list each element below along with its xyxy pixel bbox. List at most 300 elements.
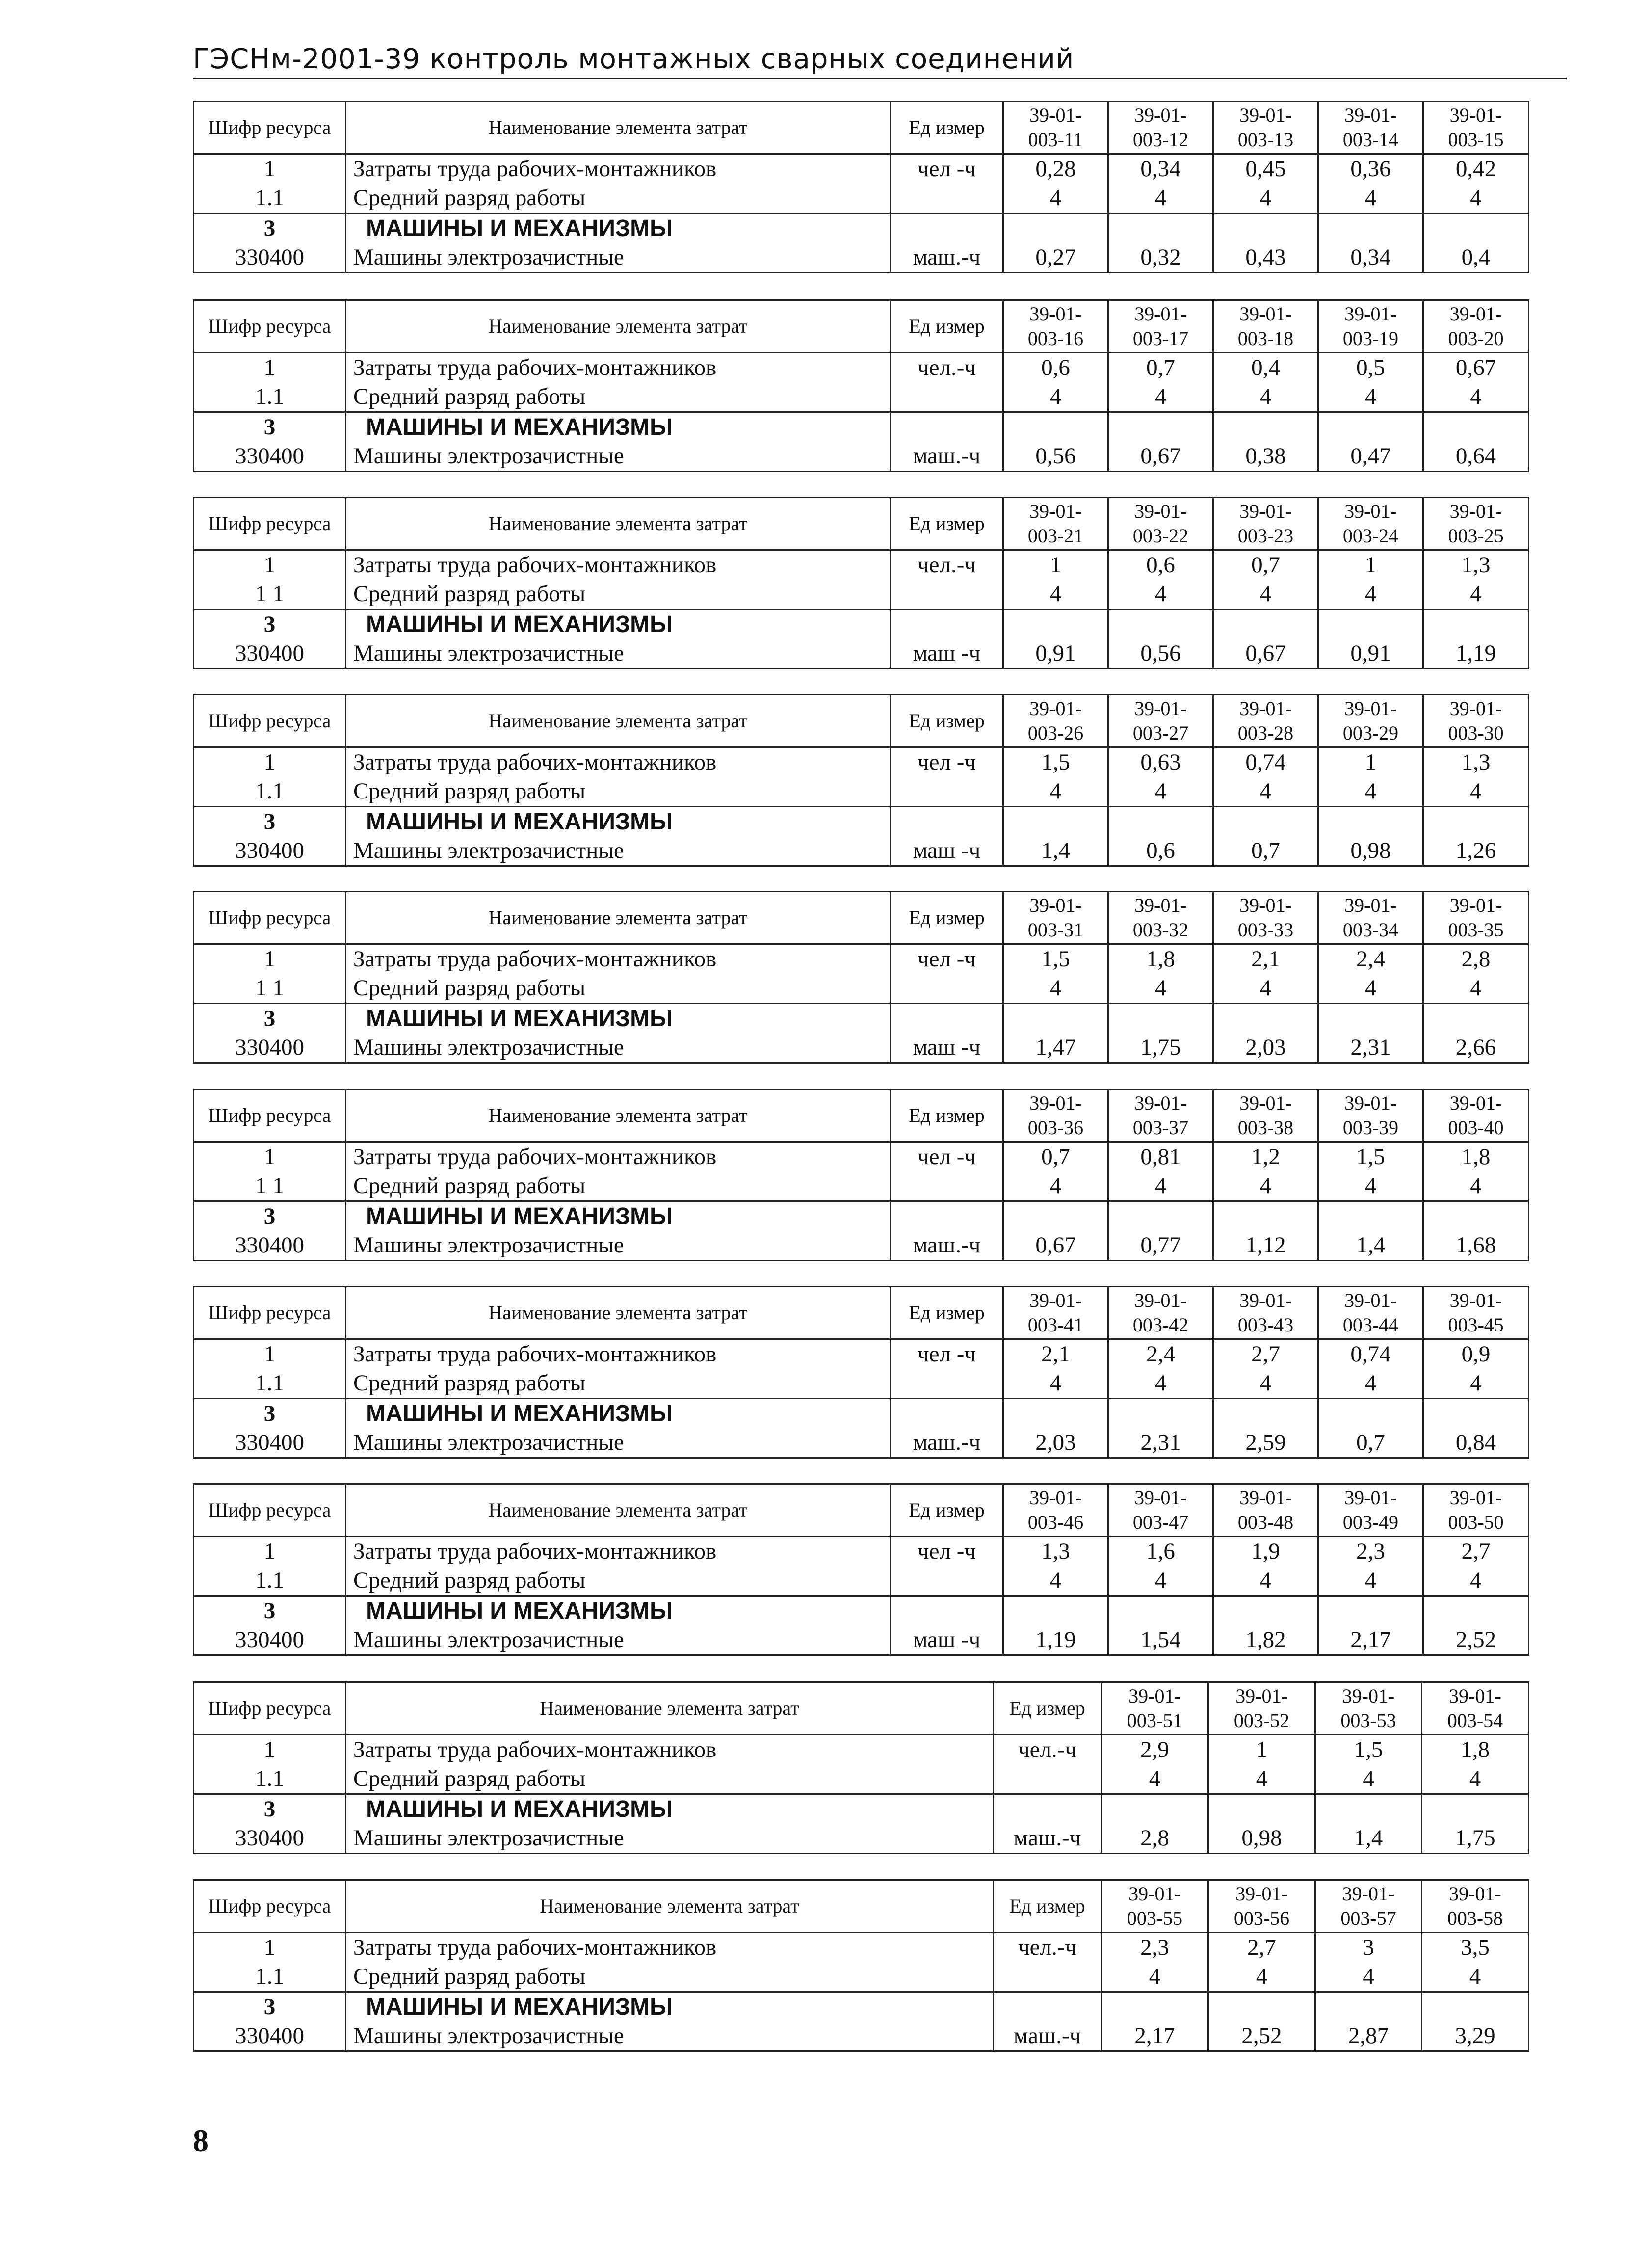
machine-value-cell: 0,64 <box>1423 442 1529 472</box>
labor-value-cell: 0,63 <box>1108 747 1213 777</box>
rate-code-line: 003-50 <box>1448 1511 1504 1533</box>
column-header-name: Наименование элемента затрат <box>346 1682 994 1735</box>
resource-table <box>193 497 1529 669</box>
table-row-grade <box>194 184 1529 213</box>
rate-code-line: 39-01- <box>1128 1883 1181 1905</box>
column-header-unit: Ед измер <box>891 1090 1003 1142</box>
rate-code-line: 003-24 <box>1342 525 1399 547</box>
rate-code-line: 39-01- <box>1235 1685 1288 1707</box>
column-header-rate-code <box>1108 1090 1213 1142</box>
row-code-machines: 3 <box>194 1201 346 1231</box>
rate-code-line: 003-56 <box>1233 1907 1290 1929</box>
table-row-grade <box>194 1566 1529 1596</box>
rate-code-line: 003-28 <box>1237 722 1294 744</box>
row-unit-machine: маш -ч <box>891 1625 1003 1655</box>
row-name-labor: Затраты труда рабочих-монтажников <box>346 1339 891 1369</box>
row-unit-grade <box>994 1764 1101 1794</box>
rate-code-line: 39-01- <box>1239 1092 1292 1114</box>
column-header-rate-code <box>1003 1090 1108 1142</box>
empty-cell <box>1003 807 1108 837</box>
table-row-machine <box>194 639 1529 669</box>
row-unit-labor: чел -ч <box>891 154 1003 184</box>
rate-code-line: 39-01- <box>1029 500 1082 522</box>
column-header-code: Шифр ресурса <box>194 1484 346 1537</box>
column-header-unit: Ед измер <box>891 1287 1003 1339</box>
machine-value-cell: 1,75 <box>1108 1033 1213 1063</box>
machine-value-cell: 1,68 <box>1423 1231 1529 1261</box>
labor-value-cell: 3,5 <box>1422 1933 1529 1963</box>
labor-value-cell: 0,9 <box>1423 1339 1529 1369</box>
labor-value-cell: 0,34 <box>1108 154 1213 184</box>
rate-code-line: 39-01- <box>1449 894 1502 916</box>
column-header-unit: Ед измер <box>891 300 1003 353</box>
row-name-grade: Средний разряд работы <box>346 1962 994 1992</box>
labor-value-cell: 2,7 <box>1423 1537 1529 1567</box>
machine-value-cell: 0,67 <box>1108 442 1213 472</box>
row-unit-machine: маш -ч <box>891 836 1003 866</box>
machine-value-cell: 2,17 <box>1318 1625 1423 1655</box>
row-name-labor: Затраты труда рабочих-монтажников <box>346 353 891 383</box>
row-name-machine: Машины электрозачистные <box>346 639 891 669</box>
machine-value-cell: 1,54 <box>1108 1625 1213 1655</box>
row-unit-machine: маш.-ч <box>994 2022 1101 2051</box>
empty-cell <box>1108 412 1213 442</box>
row-unit-labor: чел -ч <box>891 1537 1003 1567</box>
empty-cell <box>1318 807 1423 837</box>
row-code-grade: 1 1 <box>194 580 346 610</box>
machine-value-cell: 0,27 <box>1003 243 1108 273</box>
rate-code-line: 39-01- <box>1029 894 1082 916</box>
machine-value-cell: 1,12 <box>1213 1231 1318 1261</box>
labor-value-cell: 1,5 <box>1318 1142 1423 1172</box>
row-code-machines: 3 <box>194 213 346 243</box>
rate-code-line: 39-01- <box>1029 1289 1082 1311</box>
rate-code-line: 39-01- <box>1134 697 1187 719</box>
rate-code-line: 39-01- <box>1029 1092 1082 1114</box>
rate-code-line: 39-01- <box>1239 104 1292 126</box>
grade-value-cell: 4 <box>1422 1764 1529 1794</box>
labor-value-cell: 1,3 <box>1423 747 1529 777</box>
row-unit-machine: маш.-ч <box>891 442 1003 472</box>
row-unit-labor: чел.-ч <box>891 550 1003 580</box>
row-name-machines: МАШИНЫ И МЕХАНИЗМЫ <box>346 1004 891 1034</box>
machine-value-cell: 2,52 <box>1423 1625 1529 1655</box>
labor-value-cell: 1 <box>1208 1735 1315 1765</box>
row-unit-machine: маш.-ч <box>891 1428 1003 1458</box>
labor-value-cell: 0,5 <box>1318 353 1423 383</box>
grade-value-cell: 4 <box>1108 382 1213 412</box>
column-header-rate-code <box>1213 1287 1318 1339</box>
column-header-code: Шифр ресурса <box>194 892 346 944</box>
machine-value-cell: 1,75 <box>1422 1824 1529 1854</box>
rate-code-line: 39-01- <box>1449 1685 1501 1707</box>
row-unit-machines <box>891 1004 1003 1034</box>
column-header-unit: Ед измер <box>891 695 1003 747</box>
machine-value-cell: 1,19 <box>1003 1625 1108 1655</box>
column-header-rate-code <box>1213 695 1318 747</box>
row-unit-labor: чел -ч <box>891 944 1003 974</box>
table-row-labor <box>194 747 1529 777</box>
grade-value-cell: 4 <box>1213 1566 1318 1596</box>
row-unit-labor: чел -ч <box>891 1339 1003 1369</box>
column-header-rate-code <box>1423 892 1529 944</box>
table-row-machine <box>194 1824 1529 1854</box>
row-name-machines: МАШИНЫ И МЕХАНИЗМЫ <box>346 1596 891 1626</box>
rate-code-line: 003-51 <box>1127 1709 1183 1731</box>
rate-code-line: 003-13 <box>1237 129 1294 151</box>
labor-value-cell: 0,81 <box>1108 1142 1213 1172</box>
labor-value-cell: 0,42 <box>1423 154 1529 184</box>
machine-value-cell: 0,32 <box>1108 243 1213 273</box>
rate-code-line: 39-01- <box>1134 104 1187 126</box>
grade-value-cell: 4 <box>1213 1369 1318 1399</box>
column-header-rate-code <box>1423 498 1529 550</box>
grade-value-cell: 4 <box>1423 1369 1529 1399</box>
labor-value-cell: 2,1 <box>1003 1339 1108 1369</box>
row-name-labor: Затраты труда рабочих-монтажников <box>346 1537 891 1567</box>
row-code-grade: 1.1 <box>194 1369 346 1399</box>
row-code-machines: 3 <box>194 1794 346 1824</box>
grade-value-cell: 4 <box>1003 580 1108 610</box>
empty-cell <box>1318 610 1423 639</box>
empty-cell <box>1423 1201 1529 1231</box>
table-header-row <box>194 102 1529 154</box>
column-header-rate-code <box>1003 1287 1108 1339</box>
grade-value-cell: 4 <box>1423 1566 1529 1596</box>
table-header-row <box>194 1090 1529 1142</box>
rate-code-line: 39-01- <box>1344 500 1397 522</box>
labor-value-cell: 2,4 <box>1318 944 1423 974</box>
grade-value-cell: 4 <box>1423 184 1529 213</box>
rate-code-line: 39-01- <box>1029 303 1082 325</box>
table-row-grade <box>194 1369 1529 1399</box>
rate-code-line: 003-48 <box>1237 1511 1294 1533</box>
table-header-row <box>194 498 1529 550</box>
row-name-labor: Затраты труда рабочих-монтажников <box>346 944 891 974</box>
column-header-rate-code <box>1108 102 1213 154</box>
column-header-rate-code <box>1101 1880 1208 1933</box>
grade-value-cell: 4 <box>1108 974 1213 1004</box>
rate-code-line: 39-01- <box>1134 1487 1187 1509</box>
machine-value-cell: 1,4 <box>1318 1231 1423 1261</box>
rate-code-line: 003-21 <box>1027 525 1084 547</box>
rate-code-line: 003-36 <box>1027 1117 1084 1139</box>
row-unit-machines <box>891 1596 1003 1626</box>
rate-code-line: 003-57 <box>1340 1907 1396 1929</box>
row-name-machines: МАШИНЫ И МЕХАНИЗМЫ <box>346 807 891 837</box>
labor-value-cell: 2,3 <box>1101 1933 1208 1963</box>
machine-value-cell: 2,59 <box>1213 1428 1318 1458</box>
empty-cell <box>1208 1794 1315 1824</box>
grade-value-cell: 4 <box>1003 1566 1108 1596</box>
row-name-labor: Затраты труда рабочих-монтажников <box>346 550 891 580</box>
machine-value-cell: 0,67 <box>1003 1231 1108 1261</box>
row-code-machine: 330400 <box>194 836 346 866</box>
resource-table <box>193 891 1529 1064</box>
rate-code-line: 003-27 <box>1132 722 1189 744</box>
column-header-code: Шифр ресурса <box>194 1090 346 1142</box>
rate-code-line: 003-17 <box>1132 327 1189 349</box>
rate-code-line: 39-01- <box>1449 104 1502 126</box>
empty-cell <box>1213 412 1318 442</box>
machine-value-cell: 2,8 <box>1101 1824 1208 1854</box>
labor-value-cell: 2,4 <box>1108 1339 1213 1369</box>
rate-code-line: 39-01- <box>1449 500 1502 522</box>
table-row-grade <box>194 1171 1529 1201</box>
row-code-machines: 3 <box>194 807 346 837</box>
rate-code-line: 39-01- <box>1029 697 1082 719</box>
row-unit-machines <box>891 1201 1003 1231</box>
column-header-rate-code <box>1318 892 1423 944</box>
row-name-grade: Средний разряд работы <box>346 184 891 213</box>
column-header-rate-code <box>1423 1090 1529 1142</box>
rate-code-line: 003-37 <box>1132 1117 1189 1139</box>
rate-code-line: 39-01- <box>1134 894 1187 916</box>
empty-cell <box>1003 213 1108 243</box>
rate-code-line: 003-46 <box>1027 1511 1084 1533</box>
row-code-labor: 1 <box>194 1735 346 1765</box>
machine-value-cell: 0,6 <box>1108 836 1213 866</box>
rate-code-line: 39-01- <box>1128 1685 1181 1707</box>
grade-value-cell: 4 <box>1003 1171 1108 1201</box>
row-name-labor: Затраты труда рабочих-монтажников <box>346 747 891 777</box>
table-row-machine <box>194 2022 1529 2051</box>
machine-value-cell: 0,84 <box>1423 1428 1529 1458</box>
row-code-labor: 1 <box>194 944 346 974</box>
row-name-grade: Средний разряд работы <box>346 1171 891 1201</box>
column-header-unit: Ед измер <box>994 1682 1101 1735</box>
labor-value-cell: 1,2 <box>1213 1142 1318 1172</box>
labor-value-cell: 0,74 <box>1318 1339 1423 1369</box>
rate-code-line: 39-01- <box>1134 1092 1187 1114</box>
row-code-grade: 1.1 <box>194 382 346 412</box>
table-row-grade <box>194 974 1529 1004</box>
page-number: 8 <box>193 2123 209 2158</box>
table-row-machine <box>194 836 1529 866</box>
column-header-unit: Ед измер <box>891 892 1003 944</box>
table-row-machine <box>194 243 1529 273</box>
row-name-machines: МАШИНЫ И МЕХАНИЗМЫ <box>346 1201 891 1231</box>
column-header-rate-code <box>1423 1484 1529 1537</box>
row-code-machine: 330400 <box>194 1824 346 1854</box>
empty-cell <box>1423 1399 1529 1429</box>
grade-value-cell: 4 <box>1423 382 1529 412</box>
rate-code-line: 39-01- <box>1449 1092 1502 1114</box>
column-header-unit: Ед измер <box>891 498 1003 550</box>
row-code-machine: 330400 <box>194 1428 346 1458</box>
grade-value-cell: 4 <box>1108 1566 1213 1596</box>
column-header-rate-code <box>1318 1287 1423 1339</box>
rate-code-line: 39-01- <box>1029 1487 1082 1509</box>
empty-cell <box>1108 610 1213 639</box>
grade-value-cell: 4 <box>1003 1369 1108 1399</box>
table-row-grade <box>194 777 1529 807</box>
column-header-rate-code <box>1213 892 1318 944</box>
empty-cell <box>1423 1596 1529 1626</box>
rate-code-line: 39-01- <box>1239 303 1292 325</box>
row-unit-machines <box>994 1992 1101 2022</box>
column-header-rate-code <box>1003 1484 1108 1537</box>
machine-value-cell: 0,7 <box>1318 1428 1423 1458</box>
labor-value-cell: 1,6 <box>1108 1537 1213 1567</box>
row-name-machine: Машины электрозачистные <box>346 243 891 273</box>
grade-value-cell: 4 <box>1108 1171 1213 1201</box>
row-code-machine: 330400 <box>194 2022 346 2051</box>
rate-code-line: 003-31 <box>1027 919 1084 941</box>
empty-cell <box>1318 213 1423 243</box>
labor-value-cell: 2,3 <box>1318 1537 1423 1567</box>
row-code-machines: 3 <box>194 412 346 442</box>
column-header-rate-code <box>1108 892 1213 944</box>
row-name-labor: Затраты труда рабочих-монтажников <box>346 154 891 184</box>
grade-value-cell: 4 <box>1318 974 1423 1004</box>
column-header-rate-code <box>1318 300 1423 353</box>
table-row-machines-section <box>194 1201 1529 1231</box>
machine-value-cell: 0,43 <box>1213 243 1318 273</box>
column-header-name: Наименование элемента затрат <box>346 102 891 154</box>
empty-cell <box>1315 1794 1422 1824</box>
table-row-machines-section <box>194 213 1529 243</box>
row-name-grade: Средний разряд работы <box>346 580 891 610</box>
table-row-grade <box>194 1764 1529 1794</box>
column-header-rate-code <box>1003 102 1108 154</box>
rate-code-line: 39-01- <box>1235 1883 1288 1905</box>
grade-value-cell: 4 <box>1318 1171 1423 1201</box>
row-unit-labor: чел -ч <box>891 747 1003 777</box>
row-code-labor: 1 <box>194 1142 346 1172</box>
column-header-rate-code <box>1423 102 1529 154</box>
column-header-code: Шифр ресурса <box>194 102 346 154</box>
row-code-labor: 1 <box>194 550 346 580</box>
row-name-machine: Машины электрозачистные <box>346 442 891 472</box>
column-header-rate-code <box>1003 695 1108 747</box>
row-unit-labor: чел.-ч <box>891 353 1003 383</box>
grade-value-cell: 4 <box>1213 777 1318 807</box>
column-header-rate-code <box>1108 1287 1213 1339</box>
rate-code-line: 39-01- <box>1134 303 1187 325</box>
rate-code-line: 39-01- <box>1449 1883 1501 1905</box>
grade-value-cell: 4 <box>1003 382 1108 412</box>
rate-code-line: 003-39 <box>1342 1117 1399 1139</box>
column-header-rate-code <box>1003 892 1108 944</box>
rate-code-line: 39-01- <box>1134 500 1187 522</box>
table-header-row <box>194 892 1529 944</box>
row-code-machine: 330400 <box>194 243 346 273</box>
labor-value-cell: 1 <box>1318 747 1423 777</box>
rate-code-line: 003-11 <box>1028 129 1083 151</box>
column-header-rate-code <box>1208 1682 1315 1735</box>
column-header-code: Шифр ресурса <box>194 1287 346 1339</box>
column-header-name: Наименование элемента затрат <box>346 892 891 944</box>
empty-cell <box>1213 807 1318 837</box>
machine-value-cell: 2,52 <box>1208 2022 1315 2051</box>
row-name-grade: Средний разряд работы <box>346 974 891 1004</box>
rate-code-line: 39-01- <box>1344 894 1397 916</box>
labor-value-cell: 1 <box>1318 550 1423 580</box>
table-row-labor <box>194 1142 1529 1172</box>
table-row-labor <box>194 1537 1529 1567</box>
rate-code-line: 003-19 <box>1342 327 1399 349</box>
column-header-rate-code <box>1318 1090 1423 1142</box>
labor-value-cell: 2,9 <box>1101 1735 1208 1765</box>
grade-value-cell: 4 <box>1318 184 1423 213</box>
row-unit-machine: маш.-ч <box>891 243 1003 273</box>
row-name-machine: Машины электрозачистные <box>346 1625 891 1655</box>
row-name-machines: МАШИНЫ И МЕХАНИЗМЫ <box>346 1794 994 1824</box>
grade-value-cell: 4 <box>1003 184 1108 213</box>
labor-value-cell: 1,3 <box>1003 1537 1108 1567</box>
rate-code-line: 003-49 <box>1342 1511 1399 1533</box>
machine-value-cell: 0,67 <box>1213 639 1318 669</box>
empty-cell <box>1318 412 1423 442</box>
grade-value-cell: 4 <box>1108 1369 1213 1399</box>
resource-table <box>193 101 1529 273</box>
machine-value-cell: 0,98 <box>1208 1824 1315 1854</box>
column-header-rate-code <box>1318 1484 1423 1537</box>
row-unit-machines <box>994 1794 1101 1824</box>
rate-code-line: 39-01- <box>1344 104 1397 126</box>
resource-table <box>193 1286 1529 1459</box>
empty-cell <box>1003 1004 1108 1034</box>
table-row-labor <box>194 353 1529 383</box>
empty-cell <box>1423 412 1529 442</box>
row-code-labor: 1 <box>194 154 346 184</box>
column-header-rate-code <box>1423 695 1529 747</box>
labor-value-cell: 0,74 <box>1213 747 1318 777</box>
column-header-rate-code <box>1318 102 1423 154</box>
labor-value-cell: 0,6 <box>1003 353 1108 383</box>
empty-cell <box>1318 1201 1423 1231</box>
empty-cell <box>1315 1992 1422 2022</box>
rate-code-line: 39-01- <box>1342 1685 1395 1707</box>
row-code-machines: 3 <box>194 1992 346 2022</box>
row-code-machine: 330400 <box>194 1033 346 1063</box>
column-header-name: Наименование элемента затрат <box>346 1880 994 1933</box>
machine-value-cell: 0,91 <box>1003 639 1108 669</box>
empty-cell <box>1318 1004 1423 1034</box>
row-name-machine: Машины электрозачистные <box>346 1231 891 1261</box>
row-name-machines: МАШИНЫ И МЕХАНИЗМЫ <box>346 412 891 442</box>
machine-value-cell: 2,87 <box>1315 2022 1422 2051</box>
labor-value-cell: 1,5 <box>1003 747 1108 777</box>
empty-cell <box>1213 610 1318 639</box>
rate-code-line: 39-01- <box>1344 697 1397 719</box>
table-row-grade <box>194 382 1529 412</box>
table-row-grade <box>194 1962 1529 1992</box>
labor-value-cell: 3 <box>1315 1933 1422 1963</box>
resource-table <box>193 1089 1529 1261</box>
row-unit-machines <box>891 412 1003 442</box>
row-code-labor: 1 <box>194 1339 346 1369</box>
row-code-labor: 1 <box>194 353 346 383</box>
row-name-machine: Машины электрозачистные <box>346 1824 994 1854</box>
row-name-grade: Средний разряд работы <box>346 1369 891 1399</box>
column-header-rate-code <box>1315 1880 1422 1933</box>
row-unit-grade <box>891 777 1003 807</box>
empty-cell <box>1108 807 1213 837</box>
rate-code-line: 003-33 <box>1237 919 1294 941</box>
rate-code-line: 003-53 <box>1340 1709 1396 1731</box>
column-header-code: Шифр ресурса <box>194 695 346 747</box>
rate-code-line: 39-01- <box>1449 1487 1502 1509</box>
column-header-name: Наименование элемента затрат <box>346 300 891 353</box>
labor-value-cell: 0,7 <box>1108 353 1213 383</box>
machine-value-cell: 0,91 <box>1318 639 1423 669</box>
row-code-machines: 3 <box>194 1399 346 1429</box>
labor-value-cell: 0,6 <box>1108 550 1213 580</box>
column-header-rate-code <box>1422 1880 1529 1933</box>
grade-value-cell: 4 <box>1108 184 1213 213</box>
